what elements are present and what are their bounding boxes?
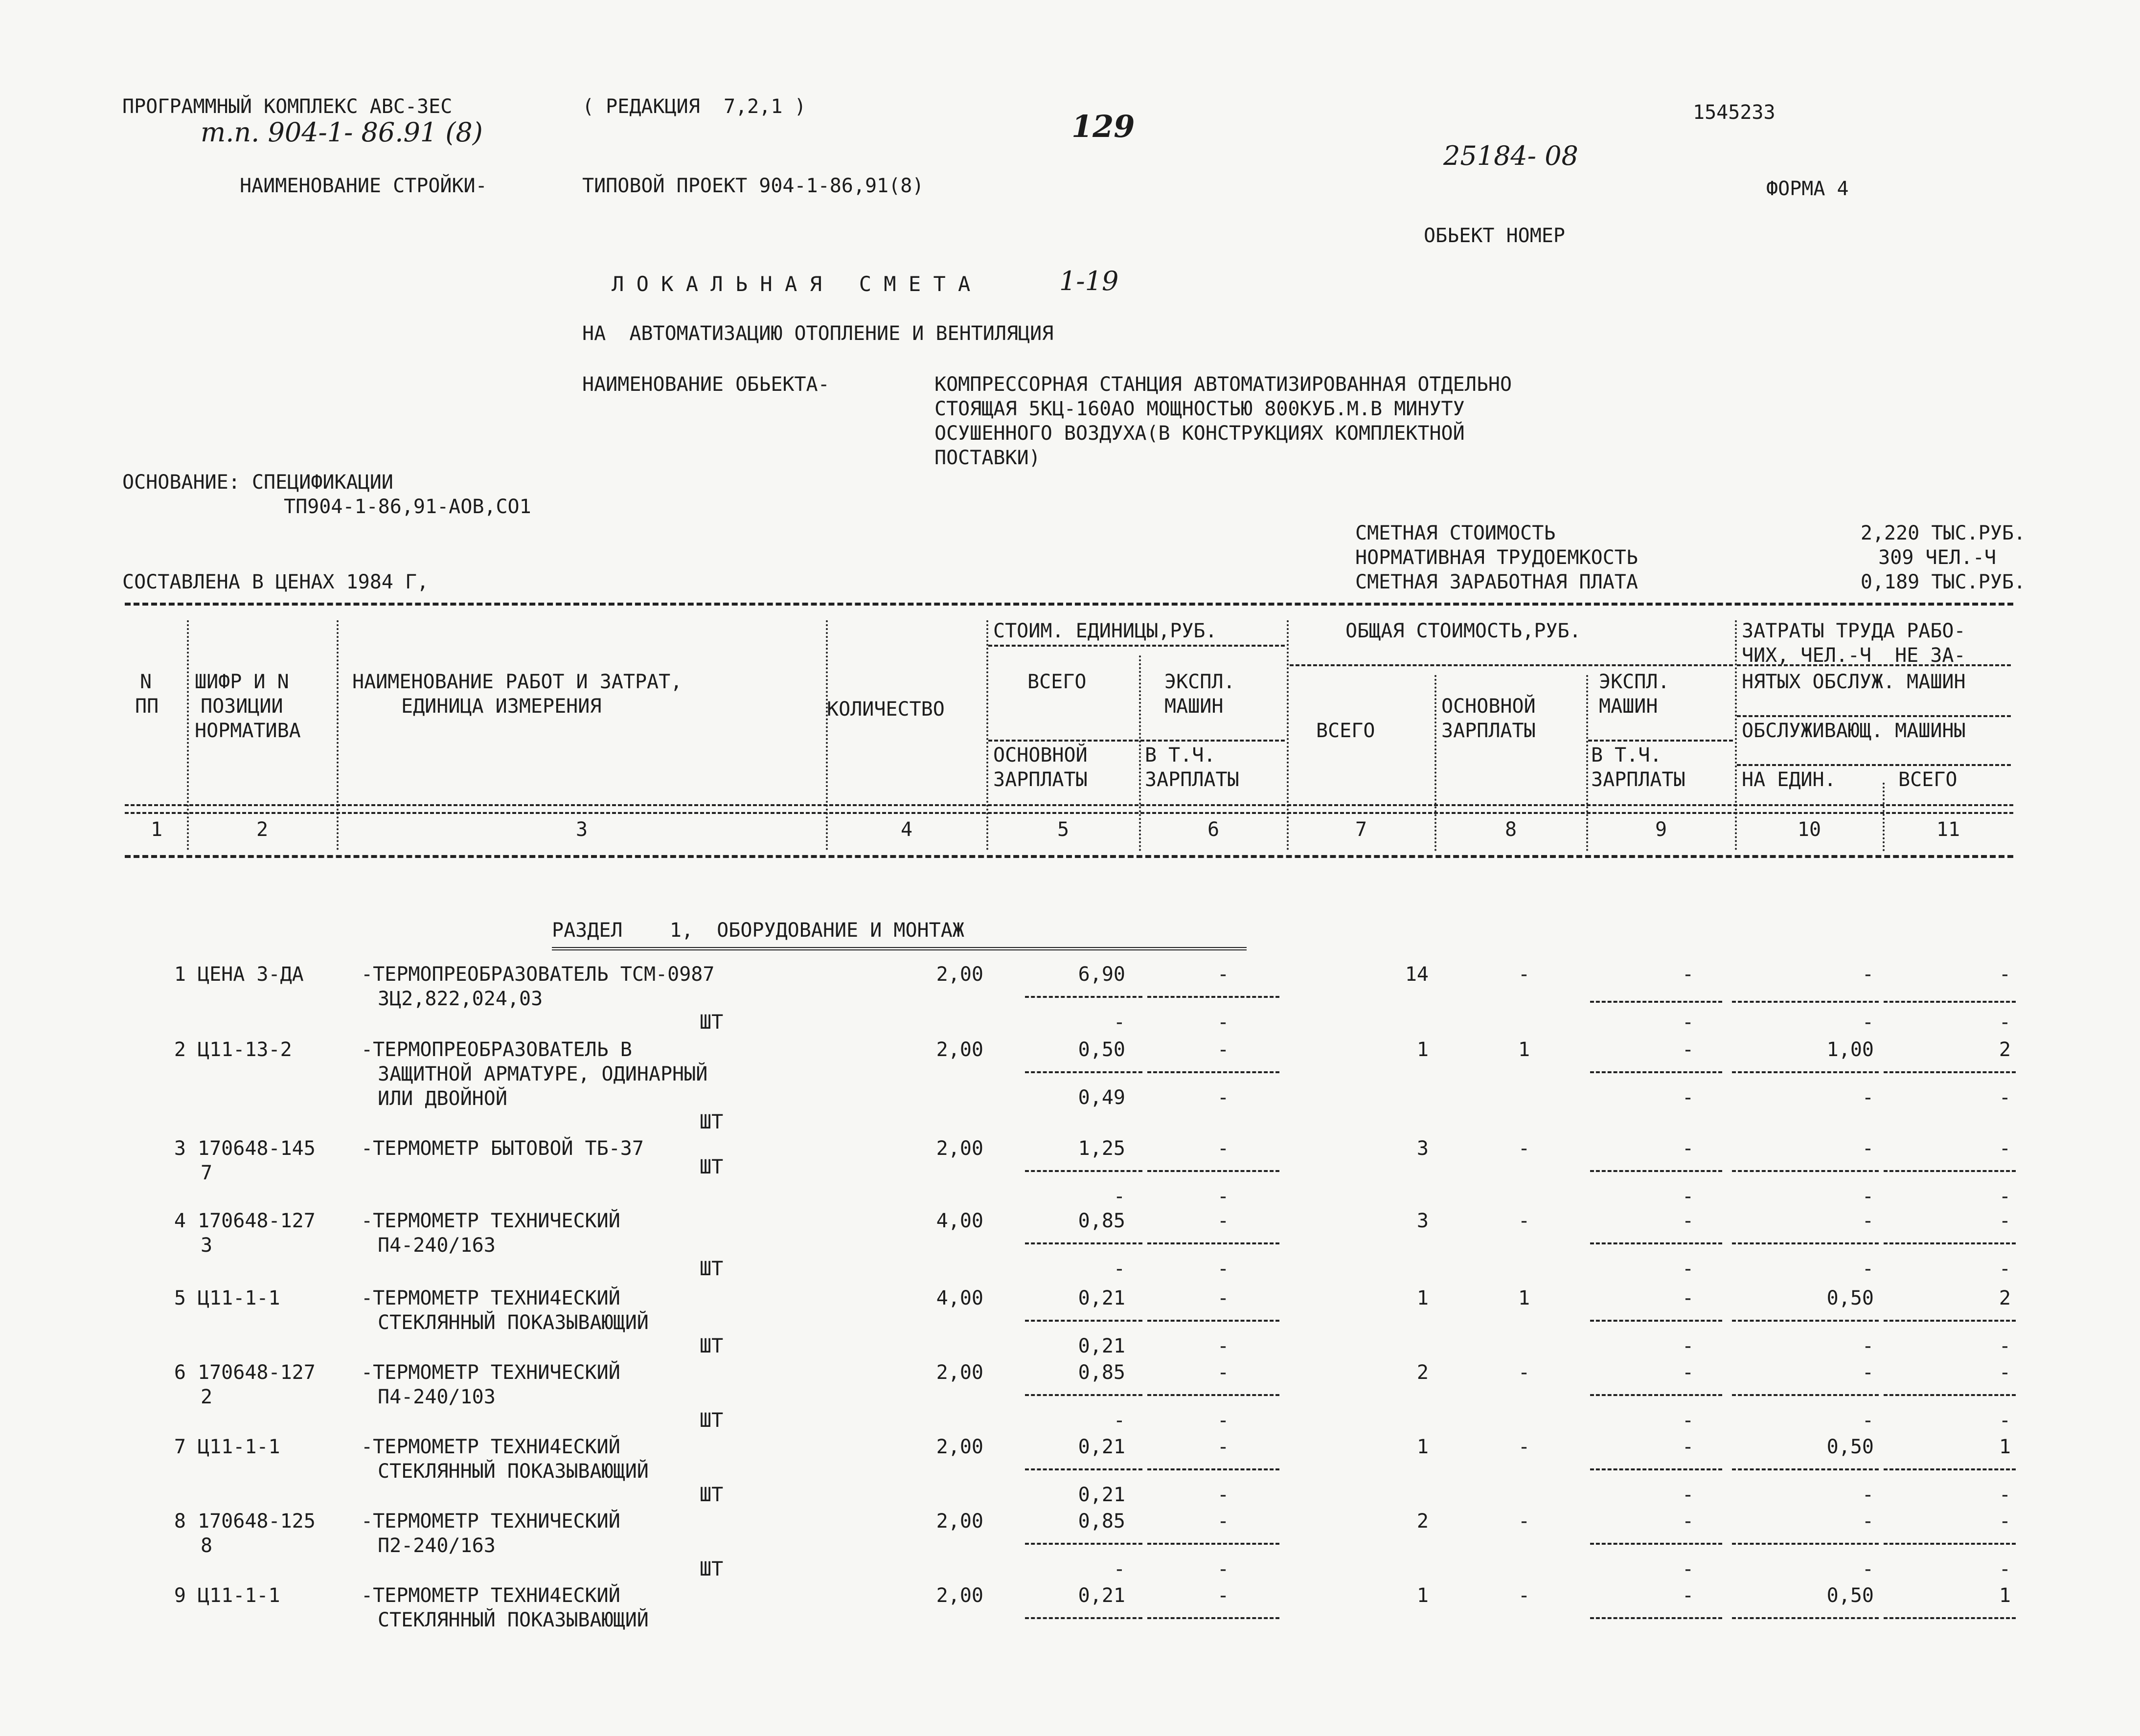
row-unit-mach: - <box>1217 1436 1229 1458</box>
hdr-uc-wage-1: ОСНОВНОЙ <box>993 744 1088 767</box>
col-sep-10 <box>1883 783 1885 851</box>
row-rule-unit-mach <box>1147 1071 1279 1073</box>
row-total-cost: 1 <box>1416 1287 1429 1309</box>
row-quantity: 2,00 <box>936 1038 983 1061</box>
row-name-line: -ТЕРМОМЕТР ТЕХНИЧЕСКИЙ <box>361 1510 620 1533</box>
row-number: 6 <box>174 1361 186 1384</box>
row-name-line: -ТЕРМОПРЕОБРАЗОВАТЕЛЬ В <box>361 1038 632 1061</box>
row-code-suffix: 7 <box>201 1162 213 1184</box>
row-labor-total: - <box>1999 1210 2011 1232</box>
row-quantity: 4,00 <box>936 1287 983 1309</box>
prices-basis: СОСТАВЛЕНА В ЦЕНАХ 1984 Г, <box>122 571 429 593</box>
object-number-label: ОБЬЕКТ НОМЕР <box>1424 225 1565 247</box>
row-labor-unit: 1,00 <box>1826 1038 1874 1061</box>
row-code: 170648-127 <box>198 1361 316 1384</box>
col-number-6: 6 <box>1207 818 1220 841</box>
section-title: РАЗДЕЛ 1, ОБОРУДОВАНИЕ И МОНТАЖ <box>552 919 964 942</box>
total-value-cost: 2,220 ТЫС.РУБ. <box>1860 522 2026 544</box>
row-name-line: П2-240/163 <box>378 1534 496 1557</box>
hdr-col1-line1: N <box>140 671 152 693</box>
row-unit-wage: - <box>1113 1258 1125 1280</box>
hdr-labor-total: ВСЕГО <box>1898 768 1958 791</box>
total-value-labor: 309 ЧЕЛ.-Ч <box>1878 546 1996 569</box>
row-unit: ШТ <box>700 1258 724 1280</box>
row-code: ЦЕНА 3-ДА <box>198 963 304 986</box>
row-labor-unit: - <box>1862 963 1874 986</box>
hdr-labor-2: ЧИХ, ЧЕЛ.-Ч НЕ ЗА- <box>1742 644 1966 667</box>
hdr-labor-unit: НА ЕДИН. <box>1742 768 1836 791</box>
row-total-wage: - <box>1518 963 1530 986</box>
row-total-mach-wage: - <box>1682 1185 1694 1208</box>
row-code-suffix: 8 <box>201 1534 213 1557</box>
row-unit-cost: 0,21 <box>1078 1584 1125 1607</box>
hdr-uc-wage-2: ЗАРПЛАТЫ <box>993 768 1088 791</box>
estimate-title-handwritten: 1-19 <box>1059 266 1119 296</box>
row-rule-unit-mach <box>1147 1468 1279 1470</box>
row-total-mach: - <box>1682 1361 1694 1384</box>
row-labor-serv-total: - <box>1999 1558 2011 1580</box>
row-unit-wage: - <box>1113 1409 1125 1432</box>
total-value-wage: 0,189 ТЫС.РУБ. <box>1860 571 2026 593</box>
row-unit-mach: - <box>1217 963 1229 986</box>
row-unit-mach-wage: - <box>1217 1011 1229 1034</box>
row-total-cost: 1 <box>1416 1436 1429 1458</box>
hdr-col3-line2: ЕДИНИЦА ИЗМЕРЕНИЯ <box>401 695 602 718</box>
row-number: 1 <box>174 963 186 986</box>
row-labor-serv-unit: - <box>1862 1258 1874 1280</box>
row-labor-serv-total: - <box>1999 1258 2011 1280</box>
row-name-line: СТЕКЛЯННЫЙ ПОКАЗЫВАЮЩИЙ <box>378 1609 649 1631</box>
row-total-mach-wage: - <box>1682 1335 1694 1357</box>
row-unit-mach: - <box>1217 1361 1229 1384</box>
total-label-wage: СМЕТНАЯ ЗАРАБОТНАЯ ПЛАТА <box>1355 571 1638 593</box>
row-quantity: 2,00 <box>936 1436 983 1458</box>
row-total-mach: - <box>1682 1137 1694 1160</box>
hdr-rule-totalcost <box>1290 664 1733 666</box>
row-labor-unit: 0,50 <box>1826 1436 1874 1458</box>
row-unit: ШТ <box>700 1156 724 1178</box>
row-code: Ц11-1-1 <box>198 1584 280 1607</box>
row-name-line: 3Ц2,822,024,03 <box>378 988 543 1010</box>
edition: ( РЕДАКЦИЯ 7,2,1 ) <box>582 95 806 118</box>
row-rule-labor-unit <box>1732 1617 1879 1619</box>
hdr-col3-line1: НАИМЕНОВАНИЕ РАБОТ И ЗАТРАТ, <box>352 671 683 693</box>
hdr-tc-mach-1: ЭКСПЛ. <box>1599 671 1670 693</box>
hdr-rule-unitcost-2 <box>988 740 1285 742</box>
hdr-tc-total: ВСЕГО <box>1316 720 1375 742</box>
col-number-3: 3 <box>575 818 588 841</box>
row-total-mach-wage: - <box>1682 1409 1694 1432</box>
row-total-cost: 2 <box>1416 1510 1429 1533</box>
table-header-rule-2 <box>125 812 2013 814</box>
row-labor-serv-total: - <box>1999 1409 2011 1432</box>
row-quantity: 2,00 <box>936 963 983 986</box>
row-labor-serv-unit: - <box>1862 1011 1874 1034</box>
row-unit-cost: 6,90 <box>1078 963 1125 986</box>
col-number-4: 4 <box>900 818 913 841</box>
handwritten-tp-number: т.п. 904-1- 86.91 (8) <box>201 117 483 148</box>
row-total-cost: 1 <box>1416 1584 1429 1607</box>
row-rule-unit-mach <box>1147 1170 1279 1172</box>
hdr-col2-line1: ШИФР И N <box>195 671 289 693</box>
row-unit-cost: 0,21 <box>1078 1436 1125 1458</box>
basis-line-2: ТП904-1-86,91-АОВ,СО1 <box>284 496 531 518</box>
col-number-10: 10 <box>1797 818 1821 841</box>
row-total-mach: - <box>1682 1436 1694 1458</box>
handwritten-page-number: 129 <box>1071 109 1135 144</box>
row-labor-serv-unit: - <box>1862 1335 1874 1357</box>
row-total-mach: - <box>1682 1038 1694 1061</box>
row-total-wage: 1 <box>1518 1287 1530 1309</box>
row-labor-serv-total: - <box>1999 1086 2011 1109</box>
row-total-mach: - <box>1682 1584 1694 1607</box>
row-labor-unit: - <box>1862 1361 1874 1384</box>
hdr-rule-unitcost <box>988 645 1285 647</box>
row-total-cost: 14 <box>1405 963 1429 986</box>
document-number: 1545233 <box>1693 101 1776 124</box>
row-labor-total: - <box>1999 1510 2011 1533</box>
col-sep-1 <box>187 620 189 850</box>
row-unit-mach-wage: - <box>1217 1484 1229 1506</box>
hdr-tc-mach-2: МАШИН <box>1599 695 1658 718</box>
row-total-mach-wage: - <box>1682 1086 1694 1109</box>
hdr-uc-mach-1: ЭКСПЛ. <box>1164 671 1235 693</box>
hdr-rule-labor-3 <box>1737 764 2011 766</box>
hdr-col2-line3: НОРМАТИВА <box>195 720 301 742</box>
hdr-labor-1: ЗАТРАТЫ ТРУДА РАБО- <box>1742 620 1966 642</box>
row-unit: ШТ <box>700 1484 724 1506</box>
row-total-wage: - <box>1518 1584 1530 1607</box>
col-sep-2 <box>337 620 339 850</box>
row-rule-unit-cost <box>1025 1320 1142 1322</box>
row-code: 170648-145 <box>198 1137 316 1160</box>
row-total-cost: 3 <box>1416 1137 1429 1160</box>
row-rule-unit-mach <box>1147 1543 1279 1545</box>
row-rule-labor-total <box>1884 1394 2016 1396</box>
row-labor-total: 1 <box>1999 1436 2011 1458</box>
row-labor-serv-unit: - <box>1862 1484 1874 1506</box>
row-total-mach-wage: - <box>1682 1258 1694 1280</box>
construction-label: НАИМЕНОВАНИЕ СТРОЙКИ- <box>240 175 487 197</box>
row-rule-total-mach <box>1590 1617 1722 1619</box>
col-number-2: 2 <box>256 818 269 841</box>
row-unit-wage: 0,21 <box>1078 1335 1125 1357</box>
row-unit-cost: 0,50 <box>1078 1038 1125 1061</box>
section-underline <box>552 947 1247 950</box>
row-rule-labor-unit <box>1732 1170 1879 1172</box>
row-unit-mach: - <box>1217 1137 1229 1160</box>
hdr-unit-cost: СТОИМ. ЕДИНИЦЫ,РУБ. <box>993 620 1217 642</box>
row-unit-mach: - <box>1217 1584 1229 1607</box>
row-total-mach: - <box>1682 1510 1694 1533</box>
row-rule-labor-total <box>1884 1071 2016 1073</box>
row-rule-unit-cost <box>1025 1468 1142 1470</box>
row-rule-labor-unit <box>1732 1320 1879 1322</box>
row-total-mach-wage: - <box>1682 1484 1694 1506</box>
handwritten-code: 25184- 08 <box>1443 140 1578 171</box>
row-rule-labor-total <box>1884 1320 2016 1322</box>
row-name-line: -ТЕРМОМЕТР ТЕХНИЧЕСКИЙ <box>361 1210 620 1232</box>
total-label-cost: СМЕТНАЯ СТОИМОСТЬ <box>1355 522 1556 544</box>
row-unit: ШТ <box>700 1409 724 1432</box>
col-sep-9 <box>1735 620 1737 850</box>
row-unit-cost: 1,25 <box>1078 1137 1125 1160</box>
row-total-wage: - <box>1518 1510 1530 1533</box>
row-rule-labor-unit <box>1732 1543 1879 1545</box>
row-code: 170648-125 <box>198 1510 316 1533</box>
row-unit: ШТ <box>700 1111 724 1133</box>
object-name-line-2: СТОЯЩАЯ 5КЦ-160АО МОЩНОСТЬЮ 800КУБ.М.В МИНУТУ <box>934 398 1465 420</box>
hdr-col4: КОЛИЧЕСТВО <box>827 698 945 721</box>
col-sep-4 <box>986 620 988 850</box>
row-labor-serv-total: - <box>1999 1484 2011 1506</box>
row-rule-labor-unit <box>1732 1242 1879 1244</box>
col-number-8: 8 <box>1504 818 1517 841</box>
row-name-line: -ТЕРМОПРЕОБРАЗОВАТЕЛЬ ТСМ-0987 <box>361 963 715 986</box>
row-number: 9 <box>174 1584 186 1607</box>
row-rule-total-mach <box>1590 1394 1722 1396</box>
row-name-line: -ТЕРМОМЕТР БЫТОВОЙ ТБ-37 <box>361 1137 644 1160</box>
row-number: 5 <box>174 1287 186 1309</box>
row-total-wage: - <box>1518 1436 1530 1458</box>
hdr-uc-incl-1: В Т.Ч. <box>1145 744 1216 767</box>
row-total-wage: 1 <box>1518 1038 1530 1061</box>
basis-line-1: ОСНОВАНИЕ: СПЕЦИФИКАЦИИ <box>122 471 393 494</box>
hdr-uc-mach-2: МАШИН <box>1164 695 1224 718</box>
row-name-line: ЗАЩИТНОЙ АРМАТУРЕ, ОДИНАРНЫЙ <box>378 1063 708 1085</box>
table-top-rule <box>125 603 2013 606</box>
row-rule-labor-unit <box>1732 1071 1879 1073</box>
row-labor-serv-total: - <box>1999 1011 2011 1034</box>
row-rule-unit-cost <box>1025 1394 1142 1396</box>
hdr-col1-line2: ПП <box>135 695 159 718</box>
row-total-wage: - <box>1518 1137 1530 1160</box>
row-labor-unit: - <box>1862 1137 1874 1160</box>
row-rule-unit-cost <box>1025 1170 1142 1172</box>
row-total-mach: - <box>1682 963 1694 986</box>
row-total-mach-wage: - <box>1682 1011 1694 1034</box>
row-unit-mach: - <box>1217 1287 1229 1309</box>
row-labor-serv-unit: - <box>1862 1558 1874 1580</box>
row-rule-labor-unit <box>1732 1001 1879 1003</box>
row-code-suffix: 2 <box>201 1386 213 1408</box>
row-name-line: П4-240/103 <box>378 1386 496 1408</box>
row-number: 2 <box>174 1038 186 1061</box>
col-number-9: 9 <box>1655 818 1667 841</box>
row-unit-mach-wage: - <box>1217 1086 1229 1109</box>
row-rule-labor-unit <box>1732 1394 1879 1396</box>
row-unit-mach-wage: - <box>1217 1185 1229 1208</box>
row-number: 3 <box>174 1137 186 1160</box>
row-labor-total: - <box>1999 963 2011 986</box>
row-code: Ц11-1-1 <box>198 1287 280 1309</box>
row-unit-mach: - <box>1217 1510 1229 1533</box>
row-labor-unit: 0,50 <box>1826 1287 1874 1309</box>
hdr-labor-serv: ОБСЛУЖИВАЮЩ. МАШИНЫ <box>1742 720 1966 742</box>
table-header-rule <box>125 804 2013 806</box>
row-labor-total: - <box>1999 1137 2011 1160</box>
hdr-rule-labor-2 <box>1737 715 2011 717</box>
row-rule-total-mach <box>1590 1468 1722 1470</box>
row-total-cost: 2 <box>1416 1361 1429 1384</box>
row-unit-wage: - <box>1113 1558 1125 1580</box>
row-name-line: СТЕКЛЯННЫЙ ПОКАЗЫВАЮЩИЙ <box>378 1311 649 1334</box>
row-unit-wage: 0,21 <box>1078 1484 1125 1506</box>
row-unit-mach-wage: - <box>1217 1409 1229 1432</box>
row-rule-labor-total <box>1884 1617 2016 1619</box>
row-total-mach: - <box>1682 1210 1694 1232</box>
row-number: 8 <box>174 1510 186 1533</box>
row-rule-labor-total <box>1884 1001 2016 1003</box>
estimate-title: Л О К А Л Ь Н А Я С М Е Т А <box>612 272 971 296</box>
row-rule-total-mach <box>1590 1071 1722 1073</box>
row-labor-serv-total: - <box>1999 1185 2011 1208</box>
col-number-7: 7 <box>1355 818 1367 841</box>
col-number-1: 1 <box>150 818 163 841</box>
row-unit-cost: 0,21 <box>1078 1287 1125 1309</box>
row-unit-mach: - <box>1217 1210 1229 1232</box>
row-unit-mach: - <box>1217 1038 1229 1061</box>
row-name-line: -ТЕРМОМЕТР ТЕХНИ4ЕСКИЙ <box>361 1584 620 1607</box>
row-quantity: 4,00 <box>936 1210 983 1232</box>
row-rule-unit-mach <box>1147 1242 1279 1244</box>
row-total-cost: 3 <box>1416 1210 1429 1232</box>
row-total-cost: 1 <box>1416 1038 1429 1061</box>
hdr-uc-total: ВСЕГО <box>1027 671 1087 693</box>
row-rule-labor-total <box>1884 1543 2016 1545</box>
row-labor-serv-unit: - <box>1862 1185 1874 1208</box>
col-number-11: 11 <box>1936 818 1960 841</box>
hdr-tc-incl-2: ЗАРПЛАТЫ <box>1591 768 1685 791</box>
row-rule-unit-mach <box>1147 1394 1279 1396</box>
row-rule-labor-total <box>1884 1468 2016 1470</box>
hdr-col2-line2: ПОЗИЦИИ <box>201 695 283 718</box>
row-rule-labor-total <box>1884 1170 2016 1172</box>
row-labor-total: 1 <box>1999 1584 2011 1607</box>
object-name-line-1: КОМПРЕССОРНАЯ СТАНЦИЯ АВТОМАТИЗИРОВАННАЯ ОТДЕЛЬНО <box>934 373 1512 396</box>
row-number: 4 <box>174 1210 186 1232</box>
row-name-line: -ТЕРМОМЕТР ТЕХНИЧЕСКИЙ <box>361 1361 620 1384</box>
row-name-line: ИЛИ ДВОЙНОЙ <box>378 1087 507 1110</box>
row-unit-wage: - <box>1113 1185 1125 1208</box>
row-labor-total: 2 <box>1999 1287 2011 1309</box>
row-labor-unit: - <box>1862 1210 1874 1232</box>
estimate-subtitle: НА АВТОМАТИЗАЦИЮ ОТОПЛЕНИЕ И ВЕНТИЛЯЦИЯ <box>582 322 1054 345</box>
row-rule-total-mach <box>1590 1170 1722 1172</box>
row-labor-serv-unit: - <box>1862 1086 1874 1109</box>
hdr-uc-incl-2: ЗАРПЛАТЫ <box>1145 768 1239 791</box>
row-unit-cost: 0,85 <box>1078 1361 1125 1384</box>
row-code: Ц11-1-1 <box>198 1436 280 1458</box>
row-rule-unit-mach <box>1147 996 1279 998</box>
row-unit: ШТ <box>700 1011 724 1034</box>
row-total-mach-wage: - <box>1682 1558 1694 1580</box>
row-unit-mach-wage: - <box>1217 1258 1229 1280</box>
row-unit-cost: 0,85 <box>1078 1510 1125 1533</box>
object-name-line-4: ПОСТАВКИ) <box>934 447 1041 469</box>
form-label: ФОРМА 4 <box>1766 178 1849 200</box>
row-quantity: 2,00 <box>936 1361 983 1384</box>
row-labor-unit: 0,50 <box>1826 1584 1874 1607</box>
hdr-rule-mach <box>1588 740 1733 742</box>
row-rule-total-mach <box>1590 1320 1722 1322</box>
row-rule-unit-cost <box>1025 1071 1142 1073</box>
row-rule-unit-cost <box>1025 1242 1142 1244</box>
row-unit: ШТ <box>700 1558 724 1580</box>
row-name-line: СТЕКЛЯННЫЙ ПОКАЗЫВАЮЩИЙ <box>378 1460 649 1483</box>
row-code: Ц11-13-2 <box>198 1038 292 1061</box>
row-rule-labor-total <box>1884 1242 2016 1244</box>
row-quantity: 2,00 <box>936 1510 983 1533</box>
row-unit-mach-wage: - <box>1217 1335 1229 1357</box>
row-labor-total: 2 <box>1999 1038 2011 1061</box>
row-labor-total: - <box>1999 1361 2011 1384</box>
hdr-tc-incl-1: В Т.Ч. <box>1591 744 1662 767</box>
row-rule-unit-cost <box>1025 1617 1142 1619</box>
row-labor-unit: - <box>1862 1510 1874 1533</box>
object-name-label: НАИМЕНОВАНИЕ ОБЬЕКТА- <box>582 373 830 396</box>
row-rule-unit-cost <box>1025 996 1142 998</box>
row-labor-serv-unit: - <box>1862 1409 1874 1432</box>
total-label-labor: НОРМАТИВНАЯ ТРУДОЕМКОСТЬ <box>1355 546 1638 569</box>
col-number-5: 5 <box>1057 818 1070 841</box>
row-code-suffix: 3 <box>201 1234 213 1257</box>
row-unit-wage: 0,49 <box>1078 1086 1125 1109</box>
hdr-tc-wage-1: ОСНОВНОЙ <box>1441 695 1536 718</box>
table-number-rule <box>125 855 2013 858</box>
row-rule-total-mach <box>1590 1001 1722 1003</box>
col-sep-6 <box>1287 620 1289 850</box>
row-rule-total-mach <box>1590 1543 1722 1545</box>
row-name-line: П4-240/163 <box>378 1234 496 1257</box>
row-quantity: 2,00 <box>936 1584 983 1607</box>
row-rule-labor-unit <box>1732 1468 1879 1470</box>
row-total-wage: - <box>1518 1361 1530 1384</box>
row-quantity: 2,00 <box>936 1137 983 1160</box>
row-total-mach: - <box>1682 1287 1694 1309</box>
construction-value: ТИПОВОЙ ПРОЕКТ 904-1-86,91(8) <box>582 175 924 197</box>
row-name-line: -ТЕРМОМЕТР ТЕХНИ4ЕСКИЙ <box>361 1287 620 1309</box>
row-number: 7 <box>174 1436 186 1458</box>
row-rule-total-mach <box>1590 1242 1722 1244</box>
hdr-labor-3: НЯТЫХ ОБСЛУЖ. МАШИН <box>1742 671 1966 693</box>
col-sep-3 <box>826 620 828 850</box>
row-rule-unit-cost <box>1025 1543 1142 1545</box>
hdr-tc-wage-2: ЗАРПЛАТЫ <box>1441 720 1536 742</box>
row-code: 170648-127 <box>198 1210 316 1232</box>
row-unit: ШТ <box>700 1335 724 1357</box>
hdr-total-cost: ОБЩАЯ СТОИМОСТЬ,РУБ. <box>1345 620 1581 642</box>
program-name: ПРОГРАММНЫЙ КОМПЛЕКС АВС-3ЕС <box>122 95 453 118</box>
row-unit-wage: - <box>1113 1011 1125 1034</box>
object-name-line-3: ОСУШЕННОГО ВОЗДУХА(В КОНСТРУКЦИЯХ КОМПЛЕКТНОЙ <box>934 422 1465 445</box>
row-unit-mach-wage: - <box>1217 1558 1229 1580</box>
row-labor-serv-total: - <box>1999 1335 2011 1357</box>
row-name-line: -ТЕРМОМЕТР ТЕХНИ4ЕСКИЙ <box>361 1436 620 1458</box>
row-total-wage: - <box>1518 1210 1530 1232</box>
row-unit-cost: 0,85 <box>1078 1210 1125 1232</box>
row-rule-unit-mach <box>1147 1320 1279 1322</box>
row-rule-unit-mach <box>1147 1617 1279 1619</box>
